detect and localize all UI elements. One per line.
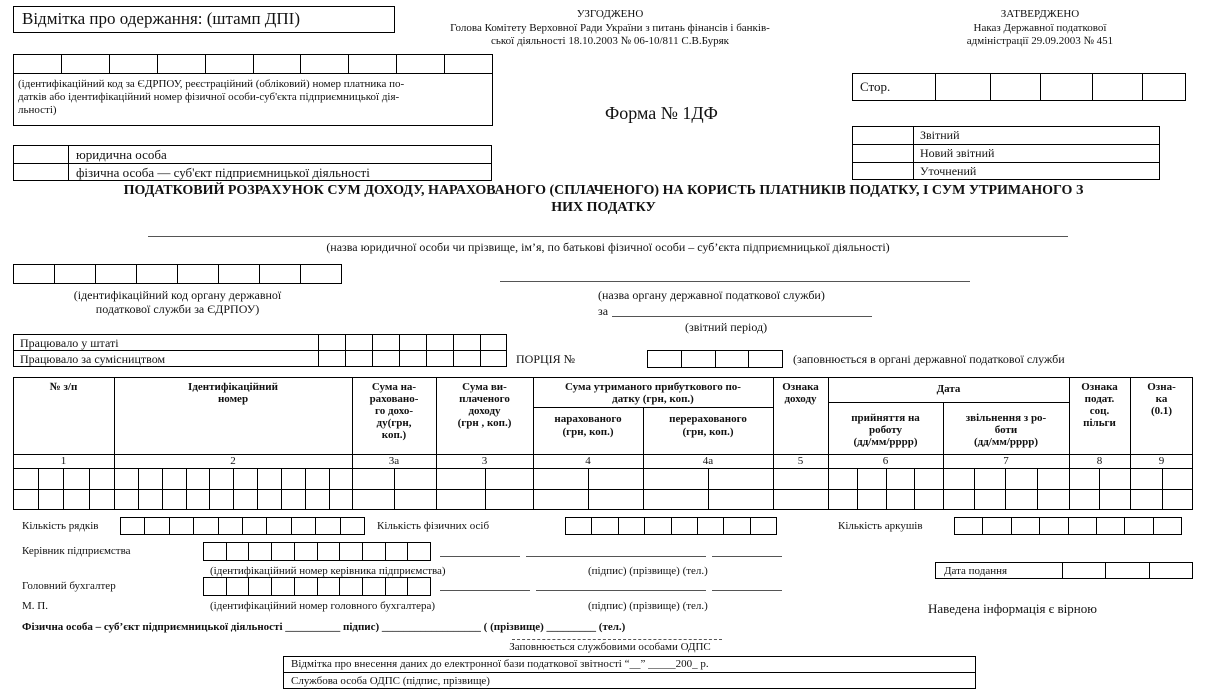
payer-id-note-3: льності) [18, 104, 57, 116]
accountant-sign-caption: (підпис) (прізвище) (тел.) [588, 600, 708, 612]
col-header-paid-4: (грн , коп.) [457, 417, 512, 429]
col-header-withheld-transferred-2: (грн, коп.) [682, 426, 734, 438]
report-type-corrected[interactable]: Уточнений [920, 164, 977, 178]
tax-office-line[interactable] [500, 281, 970, 282]
report-type-new[interactable]: Новий звітний [920, 146, 995, 160]
col-header-id-1: Ідентифікаційний [188, 381, 278, 393]
date-submitted-label: Дата подання [944, 565, 1008, 577]
col-header-flag-2: ка [1155, 393, 1168, 405]
report-type-box [852, 126, 1160, 180]
accountant-phone-line[interactable] [712, 590, 782, 591]
page-label: Стор. [860, 79, 891, 94]
staff-regular: Працювало у штаті [20, 336, 119, 350]
tax-office-code-note-1: (ідентифікаційний код органу державної [73, 288, 282, 302]
approval-title: УЗГОДЖЕНО [576, 8, 644, 20]
confirmed-title: ЗАТВЕРДЖЕНО [1000, 8, 1080, 20]
confirmed-line2: адміністрації 29.09.2003 № 451 [966, 35, 1114, 47]
verified-statement: Наведена інформація є вірною [928, 601, 1097, 616]
director-surname-line[interactable] [526, 556, 706, 557]
entity-type-individual[interactable]: фізична особа — суб'єкт підприємницької діяльності [76, 165, 370, 180]
col-header-fired-3: (дд/мм/рррр) [973, 436, 1039, 448]
odps-mark[interactable]: Відмітка про внесення даних до електронної бази податкової звітності “__” _____200_ р. [291, 658, 709, 670]
name-line[interactable] [148, 236, 1068, 237]
col-header-accrued-2: рахованo- [369, 393, 419, 405]
payer-id-note-2: датків або ідентифікаційний номер фізичної особи-суб'єкта підприємницької дія- [18, 91, 400, 103]
col-header-benefit-3: соц. [1089, 405, 1110, 417]
persons-count-cells[interactable] [565, 517, 777, 535]
accountant-surname-line[interactable] [536, 590, 706, 591]
staff-parttime: Працювало за сумісництвом [20, 352, 166, 366]
director-label: Керівник підприємства [22, 545, 131, 557]
report-type-regular[interactable]: Звітний [920, 128, 960, 142]
col-header-income-sign-1: Ознака [782, 381, 819, 393]
col-num-8: 8 [1096, 455, 1103, 467]
col-header-hired-1: прийняття на [851, 412, 920, 424]
accountant-id-caption: (ідентифікаційний номер головного бухгалтера) [210, 600, 436, 612]
persons-count-label: Кількість фізичних осіб [377, 520, 490, 532]
col-num-5: 5 [797, 455, 804, 467]
col-header-flag-1: Озна- [1147, 381, 1176, 393]
payer-id-cells[interactable] [13, 54, 493, 74]
col-header-withheld-transferred-1: перерахованого [669, 413, 747, 425]
col-header-income-sign-2: доходу [784, 393, 817, 405]
page-number-box[interactable] [852, 73, 1186, 101]
col-header-num: № з/п [49, 381, 78, 393]
approval-line2: ської діяльності 18.10.2003 № 06-10/811 С.В.Буряк [490, 35, 730, 47]
approval-line1: Голова Комітету Верховної Ради України з питань фінансів і банків- [450, 22, 770, 34]
sheets-count-cells[interactable] [954, 517, 1182, 535]
col-header-flag-3: (0.1) [1150, 405, 1173, 417]
entrepreneur-signature-row[interactable]: Фізична особа – суб’єкт підприємницької діяльності __________ підпис) __________________ ( (прізвище) _________ (тел.) [22, 621, 626, 633]
stamp-label: Відмітка про одержання: (штамп ДПІ) [22, 9, 300, 28]
col-header-benefit-2: подат. [1084, 393, 1115, 405]
col-header-fired-1: звільнення з ро- [965, 412, 1047, 424]
period-line[interactable] [612, 316, 872, 317]
col-num-9: 9 [1158, 455, 1165, 467]
col-header-fired-2: боти [994, 424, 1018, 436]
col-header-accrued-1: Сума на- [371, 381, 417, 393]
director-id-cells[interactable] [203, 542, 431, 561]
col-num-2: 2 [230, 455, 236, 467]
col-header-benefit-4: пільги [1083, 417, 1116, 429]
director-sign-caption: (підпис) (прізвище) (тел.) [588, 565, 708, 577]
col-header-withheld-2: датку (грн, коп.) [612, 393, 694, 405]
odps-official[interactable]: Службова особа ОДПС (підпис, прізвище) [291, 675, 490, 687]
col-header-withheld-1: Сума утриманого прибуткового по- [565, 381, 741, 393]
rows-count-label: Кількість рядків [22, 520, 99, 532]
odps-title: Заповнюється службовими особами ОДПС [509, 641, 711, 653]
col-header-withheld-accrued-2: (грн, коп.) [562, 426, 614, 438]
tax-office-za: за [598, 304, 609, 318]
accountant-label: Головний бухгалтер [22, 580, 116, 592]
col-header-paid-2: плаченого [459, 393, 510, 405]
col-header-accrued-4: ду(грн, [376, 417, 412, 429]
col-num-6: 6 [882, 455, 889, 467]
col-num-3: 3 [481, 455, 488, 467]
col-header-id-2: номер [217, 393, 249, 405]
accountant-id-cells[interactable] [203, 577, 431, 596]
col-header-benefit-1: Ознака [1081, 381, 1118, 393]
col-num-4a: 4а [702, 455, 714, 467]
tax-office-caption: (назва органу державної податкової служби) [598, 288, 825, 302]
tax-office-code-note-2: податкової служби за ЄДРПОУ) [95, 302, 260, 316]
period-caption: (звітний період) [685, 320, 768, 334]
director-phone-line[interactable] [712, 556, 782, 557]
name-caption: (назва юридичної особи чи прізвище, ім’я, по батькові фізичної особи – суб’єкта підприємницької діяльності) [326, 240, 890, 254]
rows-count-cells[interactable] [120, 517, 365, 535]
col-header-hired-2: роботу [868, 424, 903, 436]
col-header-paid-1: Сума ви- [462, 381, 507, 393]
accountant-signature-line[interactable] [440, 590, 530, 591]
director-id-caption: (ідентифікаційний номер керівника підприємства) [210, 565, 446, 577]
col-header-accrued-3: го дохо- [374, 405, 413, 417]
portion-cells[interactable] [647, 350, 783, 368]
col-header-withheld-accrued-1: нарахованого [554, 413, 622, 425]
payer-id-note-1: (ідентифікаційний код за ЄДРПОУ, реєстраційний (обліковий) номер платника по- [18, 78, 405, 90]
main-title-line1: ПОДАТКОВИЙ РОЗРАХУНОК СУМ ДОХОДУ, НАРАХОВАНОГО (СПЛАЧЕНОГО) НА КОРИСТЬ ПЛАТНИКІВ ПОДАТКУ, І СУМ УТРИМАНОГО З [123, 183, 1084, 198]
sheets-count-label: Кількість аркушів [838, 520, 923, 532]
col-num-4: 4 [585, 455, 591, 467]
col-num-1: 1 [60, 455, 67, 467]
entity-type-legal[interactable]: юридична особа [76, 147, 167, 162]
portion-note: (заповнюється в органі державної податкової служби [793, 352, 1065, 366]
portion-label: ПОРЦІЯ № [516, 352, 576, 366]
col-header-paid-3: доходу [468, 405, 501, 417]
tax-office-code-cells[interactable] [13, 264, 342, 284]
main-title-line2: НИХ ПОДАТКУ [551, 200, 656, 215]
col-header-date: Дата [936, 383, 961, 395]
confirmed-line1: Наказ Державної податкової [973, 22, 1107, 34]
col-num-3a: 3а [388, 455, 400, 467]
col-header-accrued-5: коп.) [381, 429, 407, 441]
director-signature-line[interactable] [440, 556, 520, 557]
form-title: Форма № 1ДФ [605, 103, 718, 123]
mp-label: М. П. [22, 600, 48, 612]
col-header-hired-3: (дд/мм/рррр) [853, 436, 918, 448]
col-num-7: 7 [1003, 455, 1009, 467]
